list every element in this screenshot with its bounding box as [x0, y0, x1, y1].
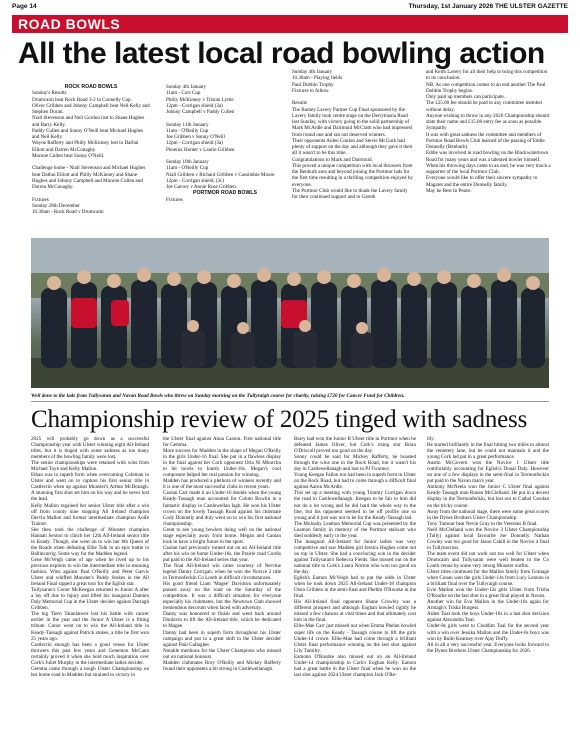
paragraph: Castlecrin enough has been a good venue for Ulster throwers this past few years and Genemon McCann certainly proved it when she hold much inspiration over Cork's Juliet Murphy in the intermediate ladies decider. [31, 641, 149, 666]
paragraph: Congratulations to Mark and Dairmuid. [292, 156, 373, 163]
paragraph: This set up a meeting with young Tommy Corrigan down the road in Castlewellanagh. Keegan to be fair to him did not do a lot wrong and he did hard the whole way to the line, but his opponent seemed to be off profile one so young and it just was not to be for the Keady-Tassagh lad. [294, 490, 416, 521]
paragraph: Johnny Campbell v Paddy Cullen [166, 109, 235, 115]
paragraph: Niall Gribben v Richard Gribben v Cassimbie Moore [166, 171, 275, 178]
paragraph: All in all a very successful year. Everyone looks forward to the Dynes Brothers Ulster Championship for 2026. [427, 641, 549, 654]
paragraph: the Ulster final against Anna Carson. First national title for Gemma. [163, 436, 281, 449]
paragraph: Ulster titles continued for the Mallon family from Granage when Conan won the girls Under-14s from Lucy Lennon in a brilliant final over the Tullyraigh course. [427, 569, 549, 588]
paragraph: 12pm - Corrigan shield (3a) [166, 140, 223, 147]
group-photo [31, 238, 549, 388]
paragraph: Niall Stevenson and Neil Gordon lost to Shane Hughes and Barry Kelly. [32, 115, 145, 128]
paragraph: Anthony McNeela won the Junior C Ulster final against Keady-Tassagh man Ronan McClelland. He put in a decent display in the Termonfeckin, but lost out to Cathal Carolan on the tricky course. [427, 484, 549, 509]
paragraph: When his throwing days came to an end, he was very much a supporter of the local Portmor Club. [426, 162, 551, 175]
paragraph: The Moloahy Leamon Memorial Cup was presented by the Leamon family in memory of the Portmor stalwart who died suddenly early in the year. [294, 520, 416, 539]
paragraph: Wayne Rafferty and Philly McKinney lost to Darhul Elliott and Darren McConaghy. [32, 140, 139, 153]
issue-date: Thursday, 1st January 2026 THE ULSTER GAZETTE [408, 3, 568, 10]
paragraph: The Barney Lavery Partner Cup Final sponsored by the Lavery family took centre stage on the Derrytrasna Road last Sunday, with victory going to the solid partnership of Mark McArdle and Dairmuid McCrath who had impressed from round one and ran out deserved winners. [292, 106, 413, 138]
paragraph: Evie Mallon won the Under-12s girls Ulster from Trisha O'Rourke on the last shot in a great final played in Navan. [427, 587, 549, 600]
paragraph: Joe Gribben v Sonny O'Neill [166, 134, 225, 140]
paragraph: Only paid up members can participate. [426, 94, 505, 100]
paragraph: She then took the challenge of Munster champion Hannah Sexton to clinch her 12th All-Ireland senior title in Keady. Though, she went on to win her 8th Queen of the Roads when defeating Ellie Talk in an epic battle in Ballincurrig. Some way for the Madden legend. [31, 526, 149, 557]
paragraph: The inaugural All-Ireland for Junior ladies was very competitive and saw Madden girl Jessica Hughes come out on top in Ulster. She had a convincing win in the decider against Tullysaran's Rebecca Fields. She missed out on the national title to Cork's Laura Norton who won too good on the day. [294, 538, 416, 576]
paragraph: and Keith Lavery for all their help to bring this competition to its conclusion. [426, 69, 548, 82]
article-column-3 [294, 436, 416, 678]
paragraph: Sunday 18th January [166, 159, 209, 165]
paragraph: The senior championships were retained with wins from Michael Toye and Kelly Mallon. [31, 460, 149, 473]
column-portmor-continued [426, 69, 551, 194]
column-portmor [292, 69, 414, 200]
paragraph: Eddie was involved in road bowling on the Blackwatertown Road for many years and was a talented bowler himself. [426, 150, 549, 163]
paragraph: Young Keegan Fallon too had been in superb form in Ulster on the Rock Road, but had to come through a difficult final against Aaron McArdle. [294, 472, 416, 491]
section-banner [12, 15, 568, 33]
paragraph: The team event did not work out too well for Ulster when Drumcaim and Tullysaran were well beaten in the Co Louth venue by some very strong Munster outfits. [427, 550, 549, 569]
paragraph: 10.30am - Playing fields [292, 75, 343, 82]
paragraph: Another win for Eva Mallon in the Under-10s again for Armagh's Trisha Burgess. [427, 599, 549, 612]
group-photo-illustration [31, 238, 549, 388]
paragraph: Austin McGovern won the Novice 1 Ulster title comfortably accounting for Eglish's Donal Daly. However on one of a few displays in the semi-final in Termonfeckin put paid to the Navan man's year. [427, 460, 549, 485]
paragraph: Eglish's Eamon McVeigh had to put the odds in Ulster when he took down 2025 All-Ireland Under-18 champion Oisin Gribben in the semi-final and Phelim O'Rourke in the final. [294, 575, 416, 600]
paragraph: Tony Tumour beat Nevin Gray in the Veterans B final. [427, 520, 538, 527]
paragraph: Sunday 11th January [166, 121, 209, 128]
photo-caption: Well done to the lads from Tullysaran and Navan Road Bowls who threw on Sunday morning on the Tullyraigh course for charity, raising £720 for Cancer Fund for Children. [31, 393, 405, 399]
article-column-2 [163, 436, 281, 672]
paragraph: Monroe Cullen beat Sonny O'Neill. [32, 152, 105, 159]
paragraph: The big Tiern Tatanlatwer lost his battle with cancer earlier in the year and the Junior A Ulster is a fitting tribute. Conor went on to win the All-Ireland title in Keady-Tassagh against Patrick stokes, a title he first won 25 years ago. [31, 611, 149, 642]
column-rock-road [32, 84, 150, 215]
paragraph: Away from the national stage, there were some great scores in the Dynes Brothers Ulster Championship. [427, 508, 549, 521]
page-number: Page 14 [12, 3, 37, 10]
paragraph: The final All-Ireland win came courtesy of Nervine legend Danny Corrigan, when he won the Novice 2 title in Termonfeckin Co Louth in difficult circumstances. [163, 562, 281, 582]
paragraph: Madden has produced a plethora of winners recently and it is one of the most successful clubs in recent years. [163, 478, 281, 491]
section-title: ROAD BOWLS [18, 16, 121, 32]
paragraph: Kelly Mallon regained her senior Ulster title after a win off from county nine stopping All Ireland champion Dervla Mallon and former intermediate champion Aoife Trainor. [31, 502, 149, 527]
paragraph: His good friend Liam 'Magee' Davidson unfortunately passed away on the road on the Saturday of the competition. It was a difficult situation for everyone especially his clubmates, but the Newtown Club showed tremendous decorum when faced with adversity. [163, 581, 281, 612]
paragraph: 12pm - Corrigan shield, (3c) [166, 177, 225, 184]
paragraph: Anyone wishing to throw in any 2026 Championship should state their name and £15.00 entry fee as soon as possible. [426, 112, 550, 125]
paragraph: Paul Dobbin Trophy [292, 81, 334, 88]
paragraph: Drumcaim beat Rock Road 3-2 in Connelly Cup. [32, 96, 132, 103]
paragraph: Danny was honoured to finish and went back around Dunlavin to lift the All-Ireland title, which he dedicated to Magee. [163, 611, 281, 630]
paragraph: 11am - O'Reilly Cup [166, 127, 209, 134]
paragraph: Joe Garvey v Annie Rose Gribben. [166, 184, 238, 190]
paragraph: Danny had been in superb form throughout his Ulster campaign and put in a great shift in the Ulster decider against Paul Gallagher. [163, 629, 281, 648]
paragraph: Tullysaran's Conor McKeegan returned to Junior A after a lay off due to injury and lifted his inaugural Damien Daly Memorial Cup in the Ulster decider against Darragh Gribben. [31, 587, 149, 612]
paragraph: May he Rest In Peace. [426, 187, 472, 194]
paragraph: Eamonn O'Rourke also missed out on an All-Ireland Under-14 championship to Cork's Eoghan Kelly. Eamon had a great battle in the Ulster final when he won on the last shot against 2024 Ulster champion Jack O'Re- [294, 653, 416, 678]
paragraph: The Portmor Club would like to thank the Lavery family for their continued support and to Gareth [292, 187, 408, 200]
paragraph: Philly McKinney v Tristan Lyttle [166, 96, 234, 103]
paragraph: 12pm - Corrigan shield (3a) [166, 102, 223, 109]
paragraph: Fixtures [166, 196, 183, 203]
paragraph: Sonny could be said for Mickey Rafferty, he boasted through the wins one in the Rock Road, but it wasn't his day in Castlewellanagh and lost to PJ Twomey. [294, 454, 416, 473]
paragraph: This proved a unique competition with local throwers from the Benburb area and beyond joining the Portmor lads for the first time resulting in a thrilling competition enjoyed by everyone. [292, 162, 413, 188]
paragraph: 11am - Corr Cup [166, 90, 201, 97]
headline: All the latest local road bowling action [18, 37, 545, 70]
paragraph: Their opponents Aiden Conlon and Stevie McGurk had plenty of support on the day and although they gave it their all it wasn't to be this time. [292, 137, 413, 157]
paragraph: Great to see young bowlers doing well on the national stage especially away from home. Megan and Caolan look to have a bright future in the sport. [163, 526, 281, 545]
paragraph: Fixtures [32, 196, 49, 203]
paragraph: His All-Ireland final opponent Shane Crowley was a different prospect and although Eoghan bowled rightly he missed a few chances at vital times and that ultimately cost him in the final. [294, 599, 416, 624]
article-headline: Championship review of 2025 tinged with sadness [31, 406, 528, 433]
article-column-4 [427, 436, 549, 654]
paragraph: Fixtures to follow. [292, 87, 330, 94]
paragraph: Caolan Carr made it an Under-16 double when the young Keady-Tassagh man accounted for Colum Bowlin in a fantastic display in Castlewellan Iagh. He won his Ulster crown on the lovely Tassagh Road against his clubmate Cody Donnelly and duly went on to win his first national championship. [163, 490, 281, 527]
paragraph: Challenge home - Niall Stevenson and Michael Hughes beat Dathui Elliott and Philly McKinney and Shane Hughes and Johnny Campbell and Monroe Cullen and Darren McConaghy. [32, 165, 146, 190]
paragraph: Oliver Gribben and Johnny Campbell beat Neil Kelly and Stephen Doran. [32, 102, 150, 115]
club-heading: PORTMOR ROAD BOWLS [193, 190, 257, 197]
paragraph: It was with great sadness the committee and members of Portmor Road Bowls Club learned of the passing of Eddie Donnelly (Benburb). [426, 131, 545, 150]
paragraph: Madden clubmates Rory O'Reilly and Mickey Rafferty found their opponents a bit strong in Castlewellanagh. [163, 659, 281, 672]
paragraph: Sunday 4th January [292, 69, 333, 75]
paragraph: He started brilliantly in the final hitting two miles to almost the cemetery lane, but he could not maintain it and the young Cork lad put in a great performance. [427, 442, 549, 461]
club-heading: ROCK ROAD BOWLS [64, 84, 118, 90]
paragraph: Ellie-Mae Carr just missed out when Emma Phelan bowled super life on the Keady - Tassagh course to lift the girls Under-14 crown. Ellie-Mae had come through a brilliant Ulster final performance winning on the last shot against Lily Tumilty. [294, 623, 416, 654]
paragraph: 10.30am - Rock Road v Drumcaim [32, 209, 104, 215]
column-fixtures [166, 84, 284, 203]
paragraph: Sunday 28th December [32, 202, 80, 209]
paragraph: Aiden Toal took the boys Under-10s in a last shot decision against Alexandra Toal. [427, 611, 549, 624]
paragraph: Notable mentions for the Ulster Champions who missed out on national honours. [163, 647, 281, 660]
paragraph: Ethan was in superb form when overcoming Coleman in Ulster and went on to capture his first senior title in Castlecrin when up against Munster's Arthur McDonagh. A stunning first shot set him on his way and he never lost the lead. [31, 472, 149, 503]
divider [31, 401, 549, 402]
paragraph: The £25.00 fee should be paid to any committee member without delay. [426, 100, 543, 113]
paragraph: Under-8s girls went to Cloddim Toal for the second year with a win over Jessika Mallon and the Under-6s boys was won by Ruibi Kearney over Ajay Duffy. [427, 623, 549, 642]
paragraph: 11am - O'Reilly Cup [166, 165, 209, 172]
paragraph: Caolan had previously turned out on an All-Ireland title after his win on home Under-16s, the Prairie road Cordis put paid to the All-Ireland series that year. [163, 544, 281, 563]
paragraph: illy. [427, 436, 435, 442]
paragraph: Phoenix Hunter v Laurie Gribben [166, 146, 235, 153]
paragraph: More success for Madden in the shape of Megan O'Reilly in the girls Under-16 final. She put in a flawless display in the final against her Cork opponent Orla Ni Mhurchu to hit bowls to fourth Under-16s. Megan's cool composure helped her real passion for winning. [163, 448, 281, 479]
paragraph: Sunday 4th January [166, 84, 207, 90]
paragraph: NB. As one competition comes to an end another The Paul Dobbin Trophy begins. [426, 81, 546, 94]
article-column-1 [31, 436, 149, 678]
paragraph: Paddy Cullen and Sonny O'Neill beat Michael Hughes and Neil Kelly. [32, 127, 144, 140]
paragraph: Gene McVeigh came of age when he lived up to his previous exploits to win the intermediate title in stunning fashion. Wins against Paul O'Reilly and Peter Garvis Ulster and whiffed Munster's Paddy Stokes in the All Ireland Final sipped a great tour for the Eglish star. [31, 556, 149, 588]
paragraph: Results [292, 100, 308, 107]
page-header [12, 3, 568, 13]
paragraph: Neill McClelland won the Novice 3 Ulster Championship (Tully) against local favourite Joe Donnelly. Nathan Cowley was too good for Jason Cahill in the Novice 4 final in Tullynacross. [427, 526, 549, 551]
paragraph: Barry had won the Junior B Ulster title in Portmor when he defeated James Oliver, but Cork's rising star Brian O'Driscoll proved too good on the day. [294, 436, 416, 455]
paragraph: Sunday's Results [32, 90, 67, 97]
paragraph: 2025 will probably go down as a successful Championship year with Ulster winning eight All-Ireland titles, but it is tinged with some sadness as too many members of the bowling family were lost. [31, 436, 149, 461]
paragraph: Gemma came through a tough Ulster Championship on her home road in Madden but strained to victory in [31, 665, 149, 678]
paragraph: Everyone would like to offer their sincere sympathy to Magaret and the entire Donnelly family. [426, 175, 538, 188]
paragraph: Sympathy [426, 125, 447, 132]
